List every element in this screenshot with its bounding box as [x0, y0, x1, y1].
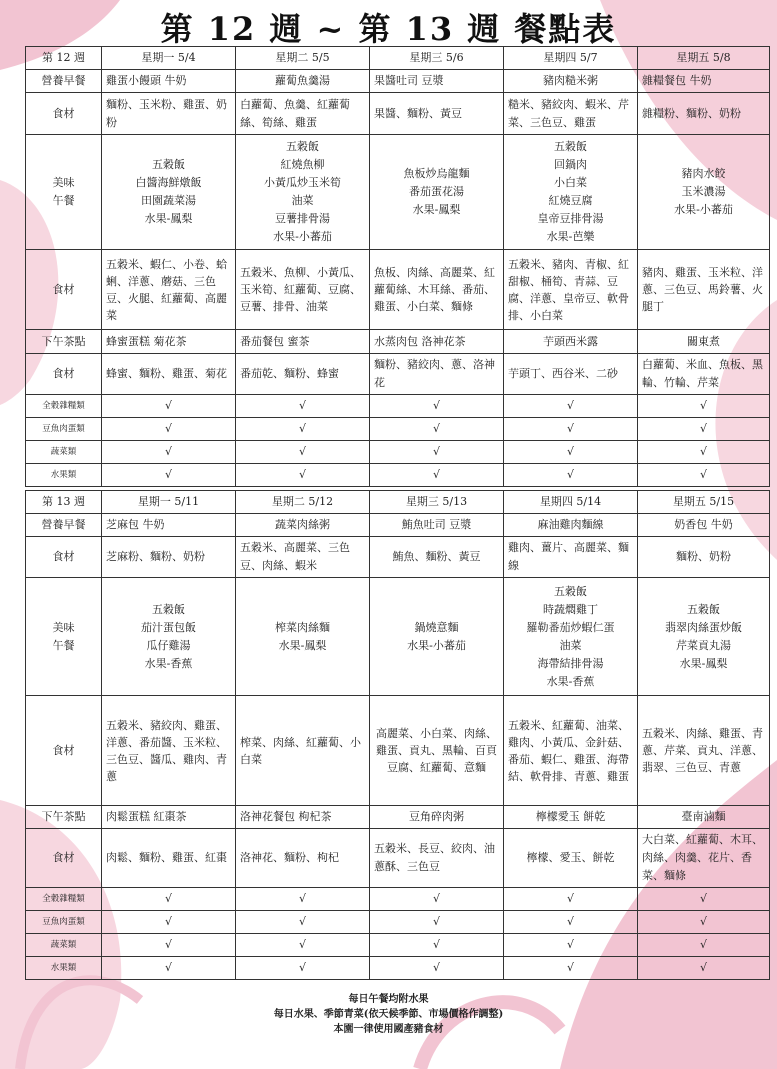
group-label: 水果類	[26, 957, 102, 980]
row-label: 食材	[26, 250, 102, 330]
check-mark: √	[638, 395, 770, 418]
menu-dish: 魚板炒烏龍麵	[403, 167, 470, 180]
check-mark: √	[370, 418, 504, 441]
snack-cell: 檸檬愛玉 餅乾	[504, 806, 638, 829]
check-mark: √	[504, 911, 638, 934]
menu-dish: 小黃瓜炒玉米筍	[264, 176, 341, 189]
snack-ingredients-row	[26, 829, 770, 888]
breakfast-ingredients-row	[26, 537, 770, 578]
menu-dish: 時蔬燜雞丁	[543, 602, 598, 616]
snack-cell: 豆角碎肉粥	[370, 806, 504, 829]
menu-dish: 玉米濃湯	[681, 185, 726, 198]
ingredient-cell: 糙米、豬絞肉、蝦米、芹菜、三色豆、雞蛋	[504, 93, 638, 135]
snack-row	[26, 806, 770, 829]
day-header: 星期三 5/6	[370, 47, 504, 70]
check-mark: √	[102, 418, 236, 441]
breakfast-cell: 麻油雞肉麵線	[504, 514, 638, 537]
ingredient-cell: 蜂蜜、麵粉、雞蛋、菊花	[102, 354, 236, 395]
menu-dish: 皇帝豆排骨湯	[537, 212, 604, 225]
menu-dish: 水果-鳳梨	[679, 656, 728, 670]
ingredient-cell: 大白菜、紅蘿蔔、木耳、肉絲、肉羹、花片、香菜、麵條	[638, 829, 770, 888]
check-mark: √	[236, 888, 370, 911]
ingredient-cell: 肉鬆、麵粉、雞蛋、紅棗	[102, 829, 236, 888]
check-mark: √	[102, 395, 236, 418]
ingredient-cell: 雞肉、薑片、高麗菜、麵線	[504, 537, 638, 578]
menu-dish: 五穀飯	[687, 602, 720, 616]
check-mark: √	[638, 934, 770, 957]
snack-cell: 關東煮	[638, 330, 770, 354]
ingredient-cell: 五穀米、長豆、絞肉、油蔥酥、三色豆	[370, 829, 504, 888]
lunch-cell	[102, 578, 236, 696]
check-mark: √	[370, 464, 504, 487]
check-mark: √	[504, 441, 638, 464]
day-header: 星期一 5/4	[102, 47, 236, 70]
ingredient-cell: 洛神花、麵粉、枸杞	[236, 829, 370, 888]
week12-header-row	[26, 47, 770, 70]
lunch-row	[26, 135, 770, 250]
lunch-cell	[638, 135, 770, 250]
group-label: 蔬菜類	[26, 441, 102, 464]
ingredient-cell: 麵粉、玉米粉、雞蛋、奶粉	[102, 93, 236, 135]
check-mark: √	[370, 441, 504, 464]
ingredient-cell: 麵粉、奶粉	[638, 537, 770, 578]
check-mark: √	[102, 957, 236, 980]
check-mark: √	[504, 464, 638, 487]
food-group-row	[26, 418, 770, 441]
group-label: 全穀雜糧類	[26, 395, 102, 418]
breakfast-row	[26, 514, 770, 537]
menu-dish: 茄汁蛋包飯	[141, 620, 196, 634]
breakfast-cell: 雜糧餐包 牛奶	[638, 70, 770, 93]
menu-dish: 水果-香蕉	[546, 674, 595, 688]
check-mark: √	[102, 464, 236, 487]
menu-dish: 羅勒番茄炒蝦仁蛋	[526, 620, 615, 634]
week13-table	[25, 490, 770, 980]
check-mark: √	[102, 911, 236, 934]
day-header: 星期二 5/5	[236, 47, 370, 70]
breakfast-cell: 蔬菜肉絲粥	[236, 514, 370, 537]
breakfast-cell: 果醬吐司 豆漿	[370, 70, 504, 93]
menu-dish: 水果-香蕉	[144, 656, 193, 670]
breakfast-row	[26, 70, 770, 93]
ingredient-cell: 五穀米、蝦仁、小卷、蛤蜊、洋蔥、蘑菇、三色豆、火腿、紅蘿蔔、高麗菜	[102, 250, 236, 330]
group-label: 全穀雜糧類	[26, 888, 102, 911]
menu-dish: 豆薯排骨湯	[275, 212, 330, 225]
ingredient-cell: 榨菜、肉絲、紅蘿蔔、小白菜	[236, 696, 370, 806]
group-label: 豆魚肉蛋類	[26, 418, 102, 441]
day-header: 星期四 5/7	[504, 47, 638, 70]
ingredient-cell: 五穀米、紅蘿蔔、油菜、雞肉、小黃瓜、金針菇、番茄、蝦仁、雞蛋、海帶結、軟骨排、青蔥、雞蛋	[504, 696, 638, 806]
menu-dish: 鍋燒意麵	[414, 620, 459, 634]
check-mark: √	[236, 395, 370, 418]
check-mark: √	[638, 957, 770, 980]
week-label: 第 13 週	[26, 491, 102, 514]
check-mark: √	[236, 418, 370, 441]
menu-dish: 水果-芭樂	[546, 230, 595, 243]
lunch-cell	[370, 578, 504, 696]
menu-dish: 油菜	[559, 638, 582, 652]
menu-dish: 芹菜貢丸湯	[676, 638, 731, 652]
check-mark: √	[370, 934, 504, 957]
day-header: 星期三 5/13	[370, 491, 504, 514]
ingredient-cell: 芋頭丁、西谷米、二砂	[504, 354, 638, 395]
lunch-row	[26, 578, 770, 696]
week-label: 第 12 週	[26, 47, 102, 70]
lunch-cell	[102, 135, 236, 250]
day-header: 星期一 5/11	[102, 491, 236, 514]
menu-dish: 番茄蛋花湯	[409, 185, 464, 198]
breakfast-cell: 芝麻包 牛奶	[102, 514, 236, 537]
check-mark: √	[236, 911, 370, 934]
snack-cell: 蜂蜜蛋糕 菊花茶	[102, 330, 236, 354]
check-mark: √	[102, 441, 236, 464]
menu-dish: 豬肉水餃	[681, 167, 726, 180]
menu-dish: 水果-鳳梨	[144, 212, 193, 225]
breakfast-cell: 豬肉糙米粥	[504, 70, 638, 93]
ingredient-cell: 五穀米、肉絲、雞蛋、青蔥、芹菜、貢丸、洋蔥、翡翠、三色豆、青蔥	[638, 696, 770, 806]
day-header: 星期四 5/14	[504, 491, 638, 514]
snack-ingredients-row	[26, 354, 770, 395]
food-group-row	[26, 395, 770, 418]
check-mark: √	[638, 888, 770, 911]
breakfast-cell: 蘿蔔魚羹湯	[236, 70, 370, 93]
lunch-label: 美味午餐	[52, 176, 75, 207]
food-group-row	[26, 911, 770, 934]
lunch-cell	[370, 135, 504, 250]
menu-dish: 回鍋肉	[554, 158, 587, 171]
check-mark: √	[370, 911, 504, 934]
row-label: 食材	[26, 696, 102, 806]
menu-dish: 水果-鳳梨	[412, 203, 461, 216]
menu-dish: 翡翠肉絲蛋炒飯	[665, 620, 742, 634]
snack-cell: 臺南滷麵	[638, 806, 770, 829]
ingredient-cell: 鮪魚、麵粉、黃豆	[370, 537, 504, 578]
lunch-cell	[504, 578, 638, 696]
breakfast-ingredients-row	[26, 93, 770, 135]
menu-dish: 五穀飯	[554, 140, 587, 153]
row-label: 下午茶點	[26, 330, 102, 354]
footer-line: 本園一律使用國產豬食材	[333, 1024, 444, 1035]
ingredient-cell: 豬肉、雞蛋、玉米粒、洋蔥、三色豆、馬鈴薯、火腿丁	[638, 250, 770, 330]
week12-table	[25, 46, 770, 487]
snack-row	[26, 330, 770, 354]
ingredient-cell: 芝麻粉、麵粉、奶粉	[102, 537, 236, 578]
check-mark: √	[102, 934, 236, 957]
ingredient-cell: 高麗菜、小白菜、肉絲、雞蛋、貢丸、黑輪、百頁豆腐、紅蘿蔔、意麵	[370, 696, 504, 806]
row-label: 營養早餐	[26, 514, 102, 537]
menu-dish: 水果-鳳梨	[278, 638, 327, 652]
group-label: 豆魚肉蛋類	[26, 911, 102, 934]
menu-dish: 田園蔬菜湯	[141, 194, 196, 207]
ingredient-cell: 五穀米、魚柳、小黃瓜、玉米筍、紅蘿蔔、豆腐、豆薯、排骨、油菜	[236, 250, 370, 330]
lunch-cell	[236, 135, 370, 250]
lunch-cell	[638, 578, 770, 696]
check-mark: √	[236, 441, 370, 464]
lunch-cell	[504, 135, 638, 250]
row-label: 食材	[26, 93, 102, 135]
snack-cell: 肉鬆蛋糕 紅棗茶	[102, 806, 236, 829]
check-mark: √	[638, 911, 770, 934]
day-header: 星期五 5/8	[638, 47, 770, 70]
breakfast-cell: 鮪魚吐司 豆漿	[370, 514, 504, 537]
ingredient-cell: 魚板、肉絲、高麗菜、紅蘿蔔絲、木耳絲、番茄、雞蛋、小白菜、麵條	[370, 250, 504, 330]
menu-dish: 小白菜	[554, 176, 587, 189]
check-mark: √	[638, 441, 770, 464]
check-mark: √	[236, 464, 370, 487]
check-mark: √	[504, 934, 638, 957]
group-label: 蔬菜類	[26, 934, 102, 957]
menu-dish: 紅燒魚柳	[280, 158, 325, 171]
menu-dish: 水果-小蕃茄	[407, 638, 466, 652]
lunch-cell	[236, 578, 370, 696]
menu-dish: 水果-小蕃茄	[273, 230, 332, 243]
ingredient-cell: 雜糧粉、麵粉、奶粉	[638, 93, 770, 135]
menu-dish: 油菜	[291, 194, 314, 207]
food-group-row	[26, 888, 770, 911]
check-mark: √	[504, 888, 638, 911]
footer-line: 每日水果、季節青菜(依天候季節、市場價格作調整)	[273, 1009, 504, 1020]
check-mark: √	[370, 957, 504, 980]
ingredient-cell: 果醬、麵粉、黃豆	[370, 93, 504, 135]
menu-dish: 白醬海鮮燉飯	[135, 176, 202, 189]
ingredient-cell: 五穀米、豬肉、青椒、紅甜椒、桶筍、青蒜、豆腐、洋蔥、皇帝豆、軟骨排、小白菜	[504, 250, 638, 330]
lunch-ingredients-row	[26, 696, 770, 806]
menu-dish: 五穀飯	[152, 158, 185, 171]
ingredient-cell: 白蘿蔔、米血、魚板、黑輪、竹輪、芹菜	[638, 354, 770, 395]
lunch-label: 美味午餐	[52, 620, 75, 652]
ingredient-cell: 番茄乾、麵粉、蜂蜜	[236, 354, 370, 395]
ingredient-cell: 五穀米、高麗菜、三色豆、肉絲、蝦米	[236, 537, 370, 578]
footer-notes	[0, 992, 777, 1037]
row-label: 食材	[26, 537, 102, 578]
ingredient-cell: 白蘿蔔、魚羹、紅蘿蔔絲、筍絲、雞蛋	[236, 93, 370, 135]
check-mark: √	[370, 395, 504, 418]
check-mark: √	[504, 395, 638, 418]
row-label: 營養早餐	[26, 70, 102, 93]
menu-dish: 五穀飯	[554, 584, 587, 598]
check-mark: √	[504, 418, 638, 441]
menu-dish: 五穀飯	[152, 602, 185, 616]
group-label: 水果類	[26, 464, 102, 487]
footer-line: 每日午餐均附水果	[348, 994, 429, 1005]
row-label: 食材	[26, 354, 102, 395]
check-mark: √	[638, 418, 770, 441]
snack-cell: 水蒸肉包 洛神花茶	[370, 330, 504, 354]
check-mark: √	[236, 957, 370, 980]
menu-dish: 五穀飯	[286, 140, 319, 153]
row-label	[26, 135, 102, 250]
menu-dish: 瓜仔雞湯	[146, 638, 191, 652]
row-label: 下午茶點	[26, 806, 102, 829]
check-mark: √	[236, 934, 370, 957]
ingredient-cell: 檸檬、愛玉、餅乾	[504, 829, 638, 888]
lunch-ingredients-row	[26, 250, 770, 330]
breakfast-cell: 雞蛋小饅頭 牛奶	[102, 70, 236, 93]
day-header: 星期五 5/15	[638, 491, 770, 514]
day-header: 星期二 5/12	[236, 491, 370, 514]
snack-cell: 洛神花餐包 枸杞茶	[236, 806, 370, 829]
breakfast-cell: 奶香包 牛奶	[638, 514, 770, 537]
row-label	[26, 578, 102, 696]
check-mark: √	[638, 464, 770, 487]
menu-dish: 海帶結排骨湯	[537, 656, 604, 670]
food-group-row	[26, 464, 770, 487]
food-group-row	[26, 441, 770, 464]
check-mark: √	[370, 888, 504, 911]
ingredient-cell: 麵粉、豬絞肉、蔥、洛神花	[370, 354, 504, 395]
menu-dish: 水果-小蕃茄	[674, 203, 733, 216]
check-mark: √	[504, 957, 638, 980]
food-group-row	[26, 957, 770, 980]
ingredient-cell: 五穀米、豬絞肉、雞蛋、洋蔥、番茄醬、玉米粒、三色豆、醬瓜、雞肉、青蔥	[102, 696, 236, 806]
row-label: 食材	[26, 829, 102, 888]
page-title: 第 12 週 ~ 第 13 週 餐點表	[160, 10, 617, 48]
food-group-row	[26, 934, 770, 957]
snack-cell: 番茄餐包 蜜茶	[236, 330, 370, 354]
check-mark: √	[102, 888, 236, 911]
menu-dish: 紅燒豆腐	[548, 194, 593, 207]
week13-header-row	[26, 491, 770, 514]
menu-dish: 榨菜肉絲麵	[275, 620, 330, 634]
snack-cell: 芋頭西米露	[504, 330, 638, 354]
